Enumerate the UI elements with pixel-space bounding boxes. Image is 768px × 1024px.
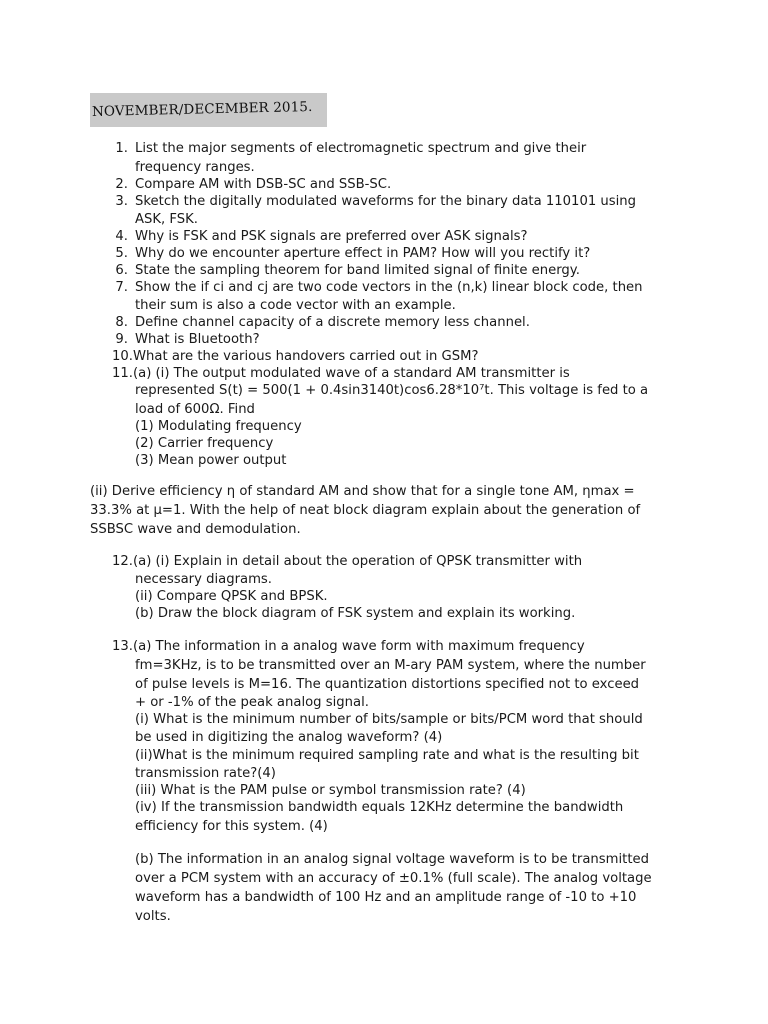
text-line: 12.(a) (i) Explain in detail about the operation of QPSK transmitter with xyxy=(112,554,583,569)
text-line: List the major segments of electromagnetic spectrum and give their xyxy=(135,141,587,156)
text-line: their sum is also a code vector with an example. xyxy=(135,298,456,313)
text-line: 13.(a) The information in a analog wave form with maximum frequency xyxy=(112,639,585,654)
item-number: 1. xyxy=(115,141,128,156)
item-number: 5. xyxy=(115,246,128,261)
page-heading: NOVEMBER/DECEMBER 2015. xyxy=(91,98,313,120)
text-line: necessary diagrams. xyxy=(135,572,272,587)
text-line: Sketch the digitally modulated waveforms for the binary data 110101 using xyxy=(135,194,637,209)
text-line: (i) What is the minimum number of bits/sample or bits/PCM word that should xyxy=(135,712,643,727)
text-line: Show the if ci and cj are two code vectors in the (n,k) linear block code, then xyxy=(135,280,643,295)
text-line: 10.What are the various handovers carried out in GSM? xyxy=(112,349,479,364)
item-number: 4. xyxy=(115,229,128,244)
text-line: over a PCM system with an accuracy of ±0.1% (full scale). The analog voltage xyxy=(135,871,652,886)
text-line: Why is FSK and PSK signals are preferred over ASK signals? xyxy=(135,229,528,244)
text-line: 11.(a) (i) The output modulated wave of a standard AM transmitter is xyxy=(112,366,570,381)
item-number: 8. xyxy=(115,315,128,330)
text-line: (1) Modulating frequency xyxy=(135,419,302,434)
text-line: State the sampling theorem for band limited signal of finite energy. xyxy=(135,263,580,278)
text-line: (2) Carrier frequency xyxy=(135,436,274,451)
item-number: 3. xyxy=(115,194,128,209)
text-line: transmission rate?(4) xyxy=(135,766,276,781)
text-line: (iii) What is the PAM pulse or symbol transmission rate? (4) xyxy=(135,783,526,798)
text-line: 33.3% at μ=1. With the help of neat block diagram explain about the generation of xyxy=(90,503,641,518)
item-number: 2. xyxy=(115,177,128,192)
item-number: 9. xyxy=(115,332,128,347)
text-line: (3) Mean power output xyxy=(135,453,287,468)
text-line: + or -1% of the peak analog signal. xyxy=(135,695,369,710)
text-line: Define channel capacity of a discrete memory less channel. xyxy=(135,315,530,330)
scanned-heading-image xyxy=(90,93,327,127)
text-line: Why do we encounter aperture effect in PAM? How will you rectify it? xyxy=(135,246,591,261)
text-line: be used in digitizing the analog waveform? (4) xyxy=(135,730,443,745)
text-line: (iv) If the transmission bandwidth equals 12KHz determine the bandwidth xyxy=(135,800,624,815)
text-line: fm=3KHz, is to be transmitted over an M-ary PAM system, where the number xyxy=(135,658,646,673)
text-line: (b) The information in an analog signal voltage waveform is to be transmitted xyxy=(135,852,649,867)
text-line: load of 600Ω. Find xyxy=(135,402,255,417)
text-line: frequency ranges. xyxy=(135,160,255,175)
text-line: (b) Draw the block diagram of FSK system and explain its working. xyxy=(135,606,576,621)
text-line: Compare AM with DSB-SC and SSB-SC. xyxy=(135,177,392,192)
item-number: 6. xyxy=(115,263,128,278)
text-line: efficiency for this system. (4) xyxy=(135,819,328,834)
text-line: (ii) Compare QPSK and BPSK. xyxy=(135,589,328,604)
item-number: 7. xyxy=(115,280,128,295)
text-line: (ii)What is the minimum required sampling rate and what is the resulting bit xyxy=(135,748,639,763)
text-line: represented S(t) = 500(1 + 0.4sin3140t)cos6.28*10⁷t. This voltage is fed to a xyxy=(135,383,649,398)
text-line: volts. xyxy=(135,909,171,924)
text-line: What is Bluetooth? xyxy=(135,332,260,347)
text-line: SSBSC wave and demodulation. xyxy=(90,522,301,537)
text-line: ASK, FSK. xyxy=(135,212,198,227)
text-line: of pulse levels is M=16. The quantization distortions specified not to exceed xyxy=(135,677,640,692)
text-line: (ii) Derive efficiency η of standard AM and show that for a single tone AM, ηmax = xyxy=(90,484,635,499)
text-line: waveform has a bandwidth of 100 Hz and an amplitude range of -10 to +10 xyxy=(135,890,637,905)
